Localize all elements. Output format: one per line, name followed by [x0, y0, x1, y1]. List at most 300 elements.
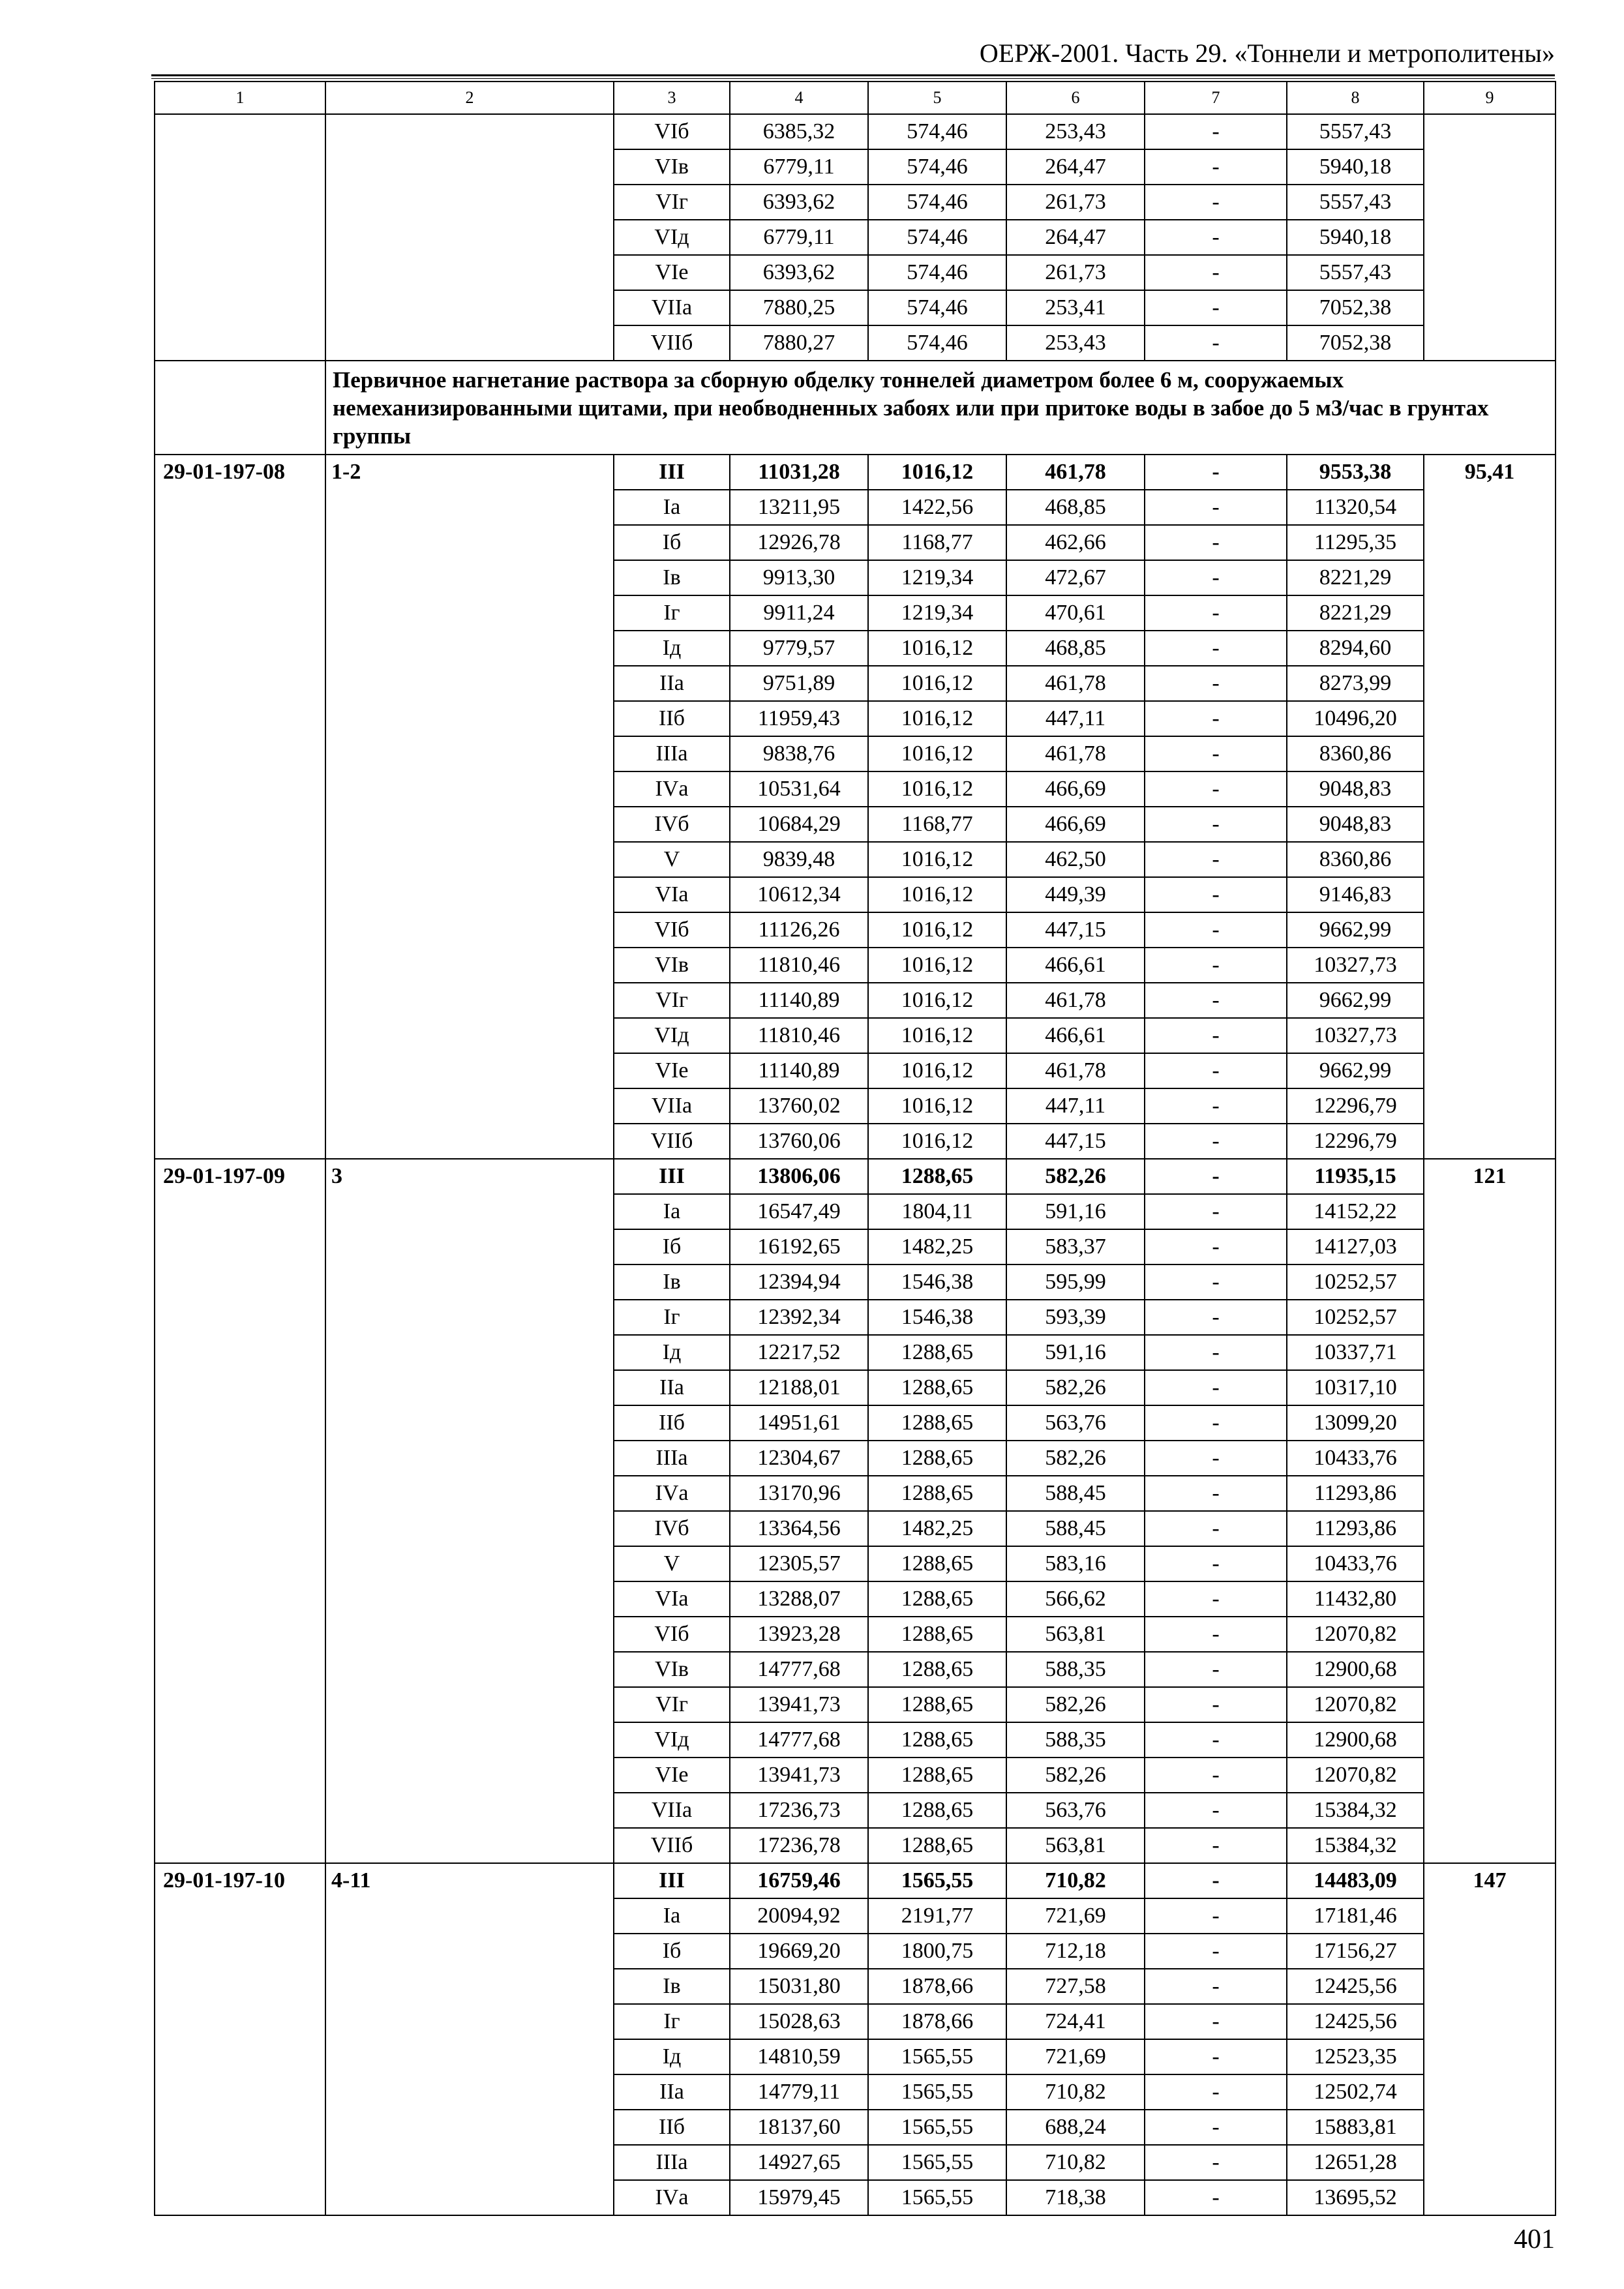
table-cell: 712,18 [1006, 1934, 1145, 1969]
table-cell: VIе [614, 1758, 730, 1793]
table-cell: 5940,18 [1287, 149, 1424, 185]
table-cell: VIIа [614, 1793, 730, 1828]
table-cell: - [1145, 983, 1287, 1018]
table-cell: III [614, 455, 730, 490]
soil-group-cell: 1-2 [325, 455, 614, 1159]
table-cell: Iб [614, 1934, 730, 1969]
table-cell: IVа [614, 1476, 730, 1511]
table-cell: 1219,34 [868, 595, 1006, 631]
table-cell: 12394,94 [730, 1264, 868, 1300]
table-cell: IVа [614, 2180, 730, 2215]
table-cell: VIг [614, 983, 730, 1018]
table-cell: 688,24 [1006, 2110, 1145, 2145]
table-cell: 461,78 [1006, 983, 1145, 1018]
table-cell: 1565,55 [868, 2074, 1006, 2110]
table-cell: 11295,35 [1287, 525, 1424, 560]
table-cell: 13288,07 [730, 1581, 868, 1617]
table-cell: 1016,12 [868, 1124, 1006, 1159]
table-cell: - [1145, 1652, 1287, 1687]
table-cell: - [1145, 1053, 1287, 1088]
table-cell: 16192,65 [730, 1229, 868, 1264]
table-cell: Iг [614, 1300, 730, 1335]
table-cell: 1016,12 [868, 1018, 1006, 1053]
table-cell: - [1145, 1264, 1287, 1300]
table-cell: 1288,65 [868, 1758, 1006, 1793]
table-cell: VIб [614, 114, 730, 149]
table-cell: 261,73 [1006, 185, 1145, 220]
table-cell: 7880,27 [730, 325, 868, 361]
table-cell: 1016,12 [868, 771, 1006, 807]
table-cell: - [1145, 1300, 1287, 1335]
soil-group-cell: 4-11 [325, 1863, 614, 2215]
table-cell: 253,43 [1006, 325, 1145, 361]
table-cell: 11293,86 [1287, 1511, 1424, 1546]
table-cell: 582,26 [1006, 1159, 1145, 1194]
table-cell: 2191,77 [868, 1898, 1006, 1934]
table-cell: 582,26 [1006, 1687, 1145, 1722]
table-cell: 15031,80 [730, 1969, 868, 2004]
table-cell: VIд [614, 1018, 730, 1053]
table-cell: 588,45 [1006, 1511, 1145, 1546]
table-cell: 1168,77 [868, 807, 1006, 842]
table-cell: 1800,75 [868, 1934, 1006, 1969]
table-cell: 1565,55 [868, 2145, 1006, 2180]
table-cell: 468,85 [1006, 631, 1145, 666]
table-cell: 591,16 [1006, 1194, 1145, 1229]
table-cell: 10337,71 [1287, 1335, 1424, 1370]
table-cell: IIIа [614, 736, 730, 771]
table-cell: 1288,65 [868, 1581, 1006, 1617]
table-cell: 12900,68 [1287, 1652, 1424, 1687]
table-cell: - [1145, 2004, 1287, 2039]
table-cell: 718,38 [1006, 2180, 1145, 2215]
table-cell: 1288,65 [868, 1335, 1006, 1370]
code-cell [155, 114, 325, 361]
table-cell: 1288,65 [868, 1828, 1006, 1863]
table-cell: 17236,73 [730, 1793, 868, 1828]
table-cell: 17236,78 [730, 1828, 868, 1863]
table-cell: 574,46 [868, 185, 1006, 220]
table-cell: 14777,68 [730, 1652, 868, 1687]
table-cell: 264,47 [1006, 149, 1145, 185]
table-cell: 583,37 [1006, 1229, 1145, 1264]
table-cell: 1016,12 [868, 736, 1006, 771]
table-cell: 6779,11 [730, 149, 868, 185]
table-cell: 1804,11 [868, 1194, 1006, 1229]
table-cell: 17156,27 [1287, 1934, 1424, 1969]
section-row [155, 361, 1556, 455]
table-cell: VIа [614, 877, 730, 912]
table-cell: 1168,77 [868, 525, 1006, 560]
table-cell: 1288,65 [868, 1652, 1006, 1687]
table-cell: 5940,18 [1287, 220, 1424, 255]
table-cell: IVб [614, 1511, 730, 1546]
table-cell: - [1145, 2110, 1287, 2145]
table-cell: 11810,46 [730, 1018, 868, 1053]
table-cell: 721,69 [1006, 2039, 1145, 2074]
table-cell: 10317,10 [1287, 1370, 1424, 1405]
table-cell: 12392,34 [730, 1300, 868, 1335]
table-cell: VIб [614, 912, 730, 948]
table-cell: 15384,32 [1287, 1793, 1424, 1828]
table-cell: - [1145, 912, 1287, 948]
table-cell: 8221,29 [1287, 560, 1424, 595]
table-cell: - [1145, 325, 1287, 361]
table-cell: 10252,57 [1287, 1264, 1424, 1300]
table-cell: 6385,32 [730, 114, 868, 149]
table-cell: 12523,35 [1287, 2039, 1424, 2074]
table-cell: Iб [614, 1229, 730, 1264]
table-cell: 11810,46 [730, 948, 868, 983]
table-cell: Iд [614, 631, 730, 666]
table-cell: IIб [614, 1405, 730, 1441]
table-cell: 8360,86 [1287, 736, 1424, 771]
table-cell: 1016,12 [868, 631, 1006, 666]
table-cell: 12070,82 [1287, 1687, 1424, 1722]
table-cell: - [1145, 877, 1287, 912]
table-cell: - [1145, 1898, 1287, 1934]
table-cell: 13170,96 [730, 1476, 868, 1511]
table-cell: III [614, 1863, 730, 1898]
column-number: 1 [155, 82, 325, 114]
table-cell: - [1145, 149, 1287, 185]
table-cell: 447,15 [1006, 1124, 1145, 1159]
table-cell: 10327,73 [1287, 948, 1424, 983]
table-cell: 10433,76 [1287, 1546, 1424, 1581]
table-cell: VIIа [614, 1088, 730, 1124]
table-cell: 264,47 [1006, 220, 1145, 255]
column-number: 8 [1287, 82, 1424, 114]
table-cell: 18137,60 [730, 2110, 868, 2145]
table-cell: 16547,49 [730, 1194, 868, 1229]
table-cell: 724,41 [1006, 2004, 1145, 2039]
table-cell: 470,61 [1006, 595, 1145, 631]
table-cell: 582,26 [1006, 1758, 1145, 1793]
table-cell: 8273,99 [1287, 666, 1424, 701]
table-cell: - [1145, 736, 1287, 771]
table-cell: 14483,09 [1287, 1863, 1424, 1898]
table-cell: 10496,20 [1287, 701, 1424, 736]
table-cell: 12296,79 [1287, 1124, 1424, 1159]
table-cell: VIд [614, 220, 730, 255]
table-cell: VIг [614, 185, 730, 220]
table-cell: Iд [614, 2039, 730, 2074]
table-cell: 1016,12 [868, 455, 1006, 490]
running-header: ОЕРЖ-2001. Часть 29. «Тоннели и метрополитены» [979, 38, 1555, 68]
table-cell: 12296,79 [1287, 1088, 1424, 1124]
table-cell: 9913,30 [730, 560, 868, 595]
table-cell: IIа [614, 2074, 730, 2110]
table-cell: VIа [614, 1581, 730, 1617]
table-cell: Iв [614, 1969, 730, 2004]
table-cell: 12425,56 [1287, 2004, 1424, 2039]
table-cell: 1288,65 [868, 1159, 1006, 1194]
column-number: 4 [730, 82, 868, 114]
table-cell: 16759,46 [730, 1863, 868, 1898]
table-cell: 461,78 [1006, 455, 1145, 490]
table-cell: 1565,55 [868, 2110, 1006, 2145]
table-cell: VIг [614, 1687, 730, 1722]
column-number: 7 [1145, 82, 1287, 114]
table-cell: - [1145, 807, 1287, 842]
table-cell: Iв [614, 560, 730, 595]
table-cell: 14951,61 [730, 1405, 868, 1441]
table-cell: VIIб [614, 325, 730, 361]
table-cell: 5557,43 [1287, 255, 1424, 290]
table-cell: 466,69 [1006, 771, 1145, 807]
table-cell: 1546,38 [868, 1300, 1006, 1335]
table-cell: 12502,74 [1287, 2074, 1424, 2110]
table-cell: 253,43 [1006, 114, 1145, 149]
table-cell: - [1145, 220, 1287, 255]
header-rule [151, 74, 1555, 79]
table-cell: 1422,56 [868, 490, 1006, 525]
table-cell: 9146,83 [1287, 877, 1424, 912]
table-cell: - [1145, 1722, 1287, 1758]
table-cell: 10327,73 [1287, 1018, 1424, 1053]
table-cell: 11293,86 [1287, 1476, 1424, 1511]
table-cell: 14777,68 [730, 1722, 868, 1758]
table-cell: 14927,65 [730, 2145, 868, 2180]
column-number: 3 [614, 82, 730, 114]
table-cell: - [1145, 1124, 1287, 1159]
table-cell: 461,78 [1006, 736, 1145, 771]
table-cell: 1565,55 [868, 2180, 1006, 2215]
column-number: 6 [1006, 82, 1145, 114]
table-cell: 9048,83 [1287, 771, 1424, 807]
table-cell: 9751,89 [730, 666, 868, 701]
table-cell: 11432,80 [1287, 1581, 1424, 1617]
table-cell: 11320,54 [1287, 490, 1424, 525]
table-cell: 8294,60 [1287, 631, 1424, 666]
table-cell: 11959,43 [730, 701, 868, 736]
table-cell: 13364,56 [730, 1511, 868, 1546]
table-cell: 595,99 [1006, 1264, 1145, 1300]
table-cell: 1288,65 [868, 1476, 1006, 1511]
table-cell: 1546,38 [868, 1264, 1006, 1300]
table-cell: 466,69 [1006, 807, 1145, 842]
table-cell: - [1145, 560, 1287, 595]
table-cell: - [1145, 842, 1287, 877]
table-cell: 15384,32 [1287, 1828, 1424, 1863]
col9-cell: 147 [1424, 1863, 1556, 2215]
table-cell: III [614, 1159, 730, 1194]
table-cell: - [1145, 1335, 1287, 1370]
table-cell: 588,35 [1006, 1652, 1145, 1687]
table-cell: - [1145, 1405, 1287, 1441]
table-cell: 566,62 [1006, 1581, 1145, 1617]
table-cell: 1016,12 [868, 912, 1006, 948]
table-cell: 468,85 [1006, 490, 1145, 525]
table-cell: 261,73 [1006, 255, 1145, 290]
table-cell: 462,50 [1006, 842, 1145, 877]
table-cell: Iа [614, 1194, 730, 1229]
table-cell: 9662,99 [1287, 1053, 1424, 1088]
table-cell: 253,41 [1006, 290, 1145, 325]
table-cell: - [1145, 1088, 1287, 1124]
code-cell: 29-01-197-09 [155, 1159, 325, 1863]
table-cell: IIа [614, 1370, 730, 1405]
table-cell: 6393,62 [730, 255, 868, 290]
table-cell: VIв [614, 1652, 730, 1687]
table-cell: 13806,06 [730, 1159, 868, 1194]
table-cell: Iб [614, 525, 730, 560]
table-cell: 574,46 [868, 290, 1006, 325]
table-cell: 1565,55 [868, 2039, 1006, 2074]
table-cell: 8360,86 [1287, 842, 1424, 877]
table-cell: 466,61 [1006, 948, 1145, 983]
table-cell: - [1145, 114, 1287, 149]
table-cell: 7052,38 [1287, 290, 1424, 325]
table-cell: 472,67 [1006, 560, 1145, 595]
table-cell: 11031,28 [730, 455, 868, 490]
table-cell: - [1145, 2074, 1287, 2110]
table-cell: - [1145, 1793, 1287, 1828]
table-cell: VIе [614, 1053, 730, 1088]
table-cell: 1288,65 [868, 1546, 1006, 1581]
table-cell: 11140,89 [730, 1053, 868, 1088]
table-cell: 15979,45 [730, 2180, 868, 2215]
table-cell: 11140,89 [730, 983, 868, 1018]
table-cell: 574,46 [868, 325, 1006, 361]
table-cell: V [614, 1546, 730, 1581]
table-cell: 727,58 [1006, 1969, 1145, 2004]
table-cell: - [1145, 490, 1287, 525]
table-cell: 1288,65 [868, 1405, 1006, 1441]
table-cell: - [1145, 1018, 1287, 1053]
table-cell: 591,16 [1006, 1335, 1145, 1370]
table-cell: VIIб [614, 1828, 730, 1863]
table-cell: 1016,12 [868, 666, 1006, 701]
table-cell: 588,45 [1006, 1476, 1145, 1511]
table-cell: 6779,11 [730, 220, 868, 255]
table-cell: 13923,28 [730, 1617, 868, 1652]
table-cell: - [1145, 290, 1287, 325]
table-cell: VIб [614, 1617, 730, 1652]
table-cell: 9662,99 [1287, 983, 1424, 1018]
table-cell: 12305,57 [730, 1546, 868, 1581]
rates-table [154, 81, 1556, 2216]
table-cell: 447,11 [1006, 1088, 1145, 1124]
table-cell: 7052,38 [1287, 325, 1424, 361]
table-cell: 1016,12 [868, 948, 1006, 983]
table-row [155, 1863, 1556, 1898]
table-cell: 13695,52 [1287, 2180, 1424, 2215]
table-cell: 8221,29 [1287, 595, 1424, 631]
table-cell: 12651,28 [1287, 2145, 1424, 2180]
table-cell: 447,15 [1006, 912, 1145, 948]
table-cell: - [1145, 631, 1287, 666]
column-number: 9 [1424, 82, 1556, 114]
table-cell: 1016,12 [868, 1053, 1006, 1088]
table-cell: 10612,34 [730, 877, 868, 912]
table-row [155, 1159, 1556, 1194]
table-cell: - [1145, 1370, 1287, 1405]
code-cell: 29-01-197-10 [155, 1863, 325, 2215]
table-cell: 12070,82 [1287, 1758, 1424, 1793]
col9-cell: 121 [1424, 1159, 1556, 1863]
table-cell: IIб [614, 2110, 730, 2145]
table-cell: - [1145, 595, 1287, 631]
table-cell: 1288,65 [868, 1793, 1006, 1828]
table-cell: - [1145, 1546, 1287, 1581]
table-cell: - [1145, 1581, 1287, 1617]
table-cell: 10433,76 [1287, 1441, 1424, 1476]
table-cell: 14152,22 [1287, 1194, 1424, 1229]
table-cell: 1288,65 [868, 1687, 1006, 1722]
table-cell: 1288,65 [868, 1441, 1006, 1476]
table-cell: 5557,43 [1287, 114, 1424, 149]
table-cell: IIа [614, 666, 730, 701]
table-cell: - [1145, 2039, 1287, 2074]
table-cell: - [1145, 455, 1287, 490]
table-cell: 1016,12 [868, 877, 1006, 912]
table-cell: 582,26 [1006, 1370, 1145, 1405]
table-cell: - [1145, 1441, 1287, 1476]
table-cell: 1482,25 [868, 1229, 1006, 1264]
table-cell: 15028,63 [730, 2004, 868, 2039]
table-row [155, 114, 1556, 149]
table-cell: 563,76 [1006, 1793, 1145, 1828]
table-cell: - [1145, 1476, 1287, 1511]
table-cell: Iв [614, 1264, 730, 1300]
table-cell: 1288,65 [868, 1617, 1006, 1652]
section-blank-cell [155, 361, 325, 455]
column-number: 2 [325, 82, 614, 114]
table-cell: Iг [614, 2004, 730, 2039]
column-number: 5 [868, 82, 1006, 114]
table-cell: 12188,01 [730, 1370, 868, 1405]
table-cell: - [1145, 701, 1287, 736]
table-cell: 449,39 [1006, 877, 1145, 912]
page-number: 401 [1514, 2224, 1555, 2254]
table-cell: - [1145, 1229, 1287, 1264]
table-cell: 574,46 [868, 114, 1006, 149]
table-cell: 12900,68 [1287, 1722, 1424, 1758]
table-cell: 1016,12 [868, 1088, 1006, 1124]
table-cell: - [1145, 1687, 1287, 1722]
table-cell: 9838,76 [730, 736, 868, 771]
table-cell: VIв [614, 149, 730, 185]
table-cell: - [1145, 1863, 1287, 1898]
table-cell: 11126,26 [730, 912, 868, 948]
table-cell: 13099,20 [1287, 1405, 1424, 1441]
table-cell: 12425,56 [1287, 1969, 1424, 2004]
table-cell: 574,46 [868, 255, 1006, 290]
table-cell: Iд [614, 1335, 730, 1370]
table-cell: 461,78 [1006, 666, 1145, 701]
table-cell: 466,61 [1006, 1018, 1145, 1053]
table-cell: 11935,15 [1287, 1159, 1424, 1194]
table-cell: - [1145, 185, 1287, 220]
table-cell: 710,82 [1006, 2074, 1145, 2110]
table-cell: 9048,83 [1287, 807, 1424, 842]
table-cell: 12926,78 [730, 525, 868, 560]
table-cell: 20094,92 [730, 1898, 868, 1934]
table-cell: 12304,67 [730, 1441, 868, 1476]
table-cell: IIб [614, 701, 730, 736]
table-cell: 593,39 [1006, 1300, 1145, 1335]
table-cell: 12217,52 [730, 1335, 868, 1370]
table-cell: 588,35 [1006, 1722, 1145, 1758]
table-cell: 574,46 [868, 220, 1006, 255]
table-cell: 563,81 [1006, 1828, 1145, 1863]
table-cell: 563,81 [1006, 1617, 1145, 1652]
table-cell: 9662,99 [1287, 912, 1424, 948]
table-cell: - [1145, 1758, 1287, 1793]
soil-group-cell: 3 [325, 1159, 614, 1863]
table-cell: 1878,66 [868, 2004, 1006, 2039]
